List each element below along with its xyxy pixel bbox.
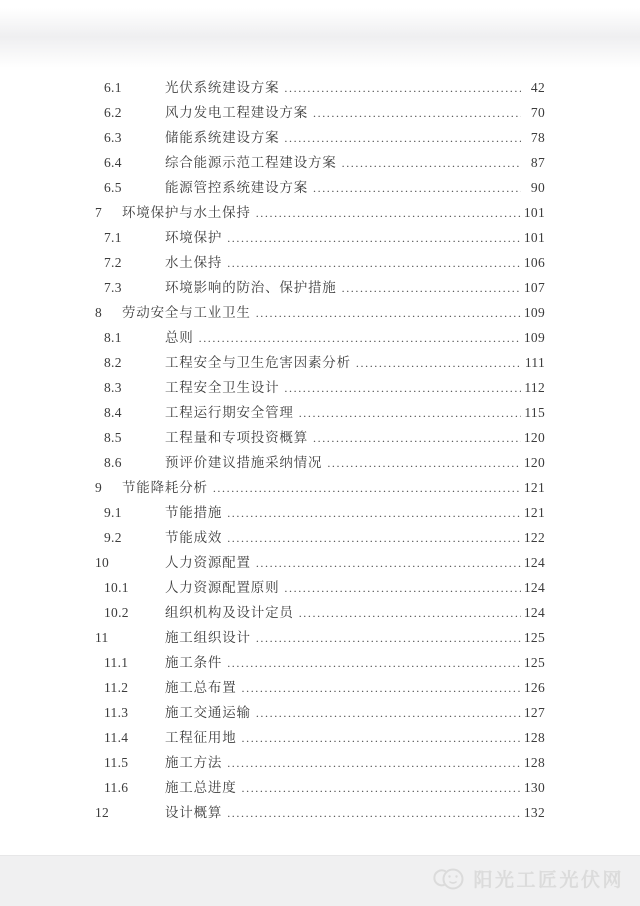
entry-number: 11 xyxy=(95,630,109,645)
entry-number: 11.3 xyxy=(104,705,129,720)
entry-page: 128 xyxy=(523,730,545,745)
entry-number: 11.5 xyxy=(104,755,129,770)
entry-page: 127 xyxy=(523,705,545,720)
entry-number: 12 xyxy=(95,805,110,820)
entry-page: 87 xyxy=(530,155,545,170)
footer-strip xyxy=(0,855,640,906)
toc-entry xyxy=(95,475,545,500)
entry-page: 125 xyxy=(523,630,545,645)
dot-leader xyxy=(227,250,521,276)
entry-number: 8.1 xyxy=(104,330,122,345)
dot-leader xyxy=(313,175,521,201)
entry-title: 预评价建议措施采纳情况 xyxy=(165,455,323,470)
entry-number: 8 xyxy=(95,305,103,320)
entry-title: 总则 xyxy=(165,330,194,345)
toc-entry xyxy=(104,600,545,625)
entry-title: 组织机构及设计定员 xyxy=(165,605,294,620)
entry-title: 施工总进度 xyxy=(165,780,237,795)
dot-leader xyxy=(327,450,521,476)
toc-entry xyxy=(104,725,545,750)
toc-entry xyxy=(104,350,545,375)
entry-title: 节能成效 xyxy=(165,530,223,545)
entry-page: 111 xyxy=(524,355,545,370)
entry-number: 6.4 xyxy=(104,155,122,170)
dot-leader xyxy=(284,575,520,601)
entry-number: 11.2 xyxy=(104,680,129,695)
toc-entry xyxy=(104,700,545,725)
entry-title: 施工交通运输 xyxy=(165,705,251,720)
entry-number: 6.2 xyxy=(104,105,122,120)
toc-entry xyxy=(104,650,545,675)
toc-entry xyxy=(104,275,545,300)
entry-number: 10 xyxy=(95,555,110,570)
toc-entry xyxy=(104,175,545,200)
dot-leader xyxy=(242,725,521,751)
toc-entry xyxy=(95,550,545,575)
entry-page: 109 xyxy=(523,330,545,345)
entry-page: 130 xyxy=(523,780,545,795)
entry-title: 环境保护与水土保持 xyxy=(122,205,251,220)
entry-number: 6.1 xyxy=(104,80,122,95)
entry-title: 工程征用地 xyxy=(165,730,237,745)
sun-craftsman-logo-icon xyxy=(432,864,466,892)
entry-page: 121 xyxy=(523,505,545,520)
entry-title: 风力发电工程建设方案 xyxy=(165,105,308,120)
entry-number: 6.5 xyxy=(104,180,122,195)
toc-entry xyxy=(104,250,545,275)
toc-list xyxy=(0,75,640,825)
toc-entry xyxy=(104,225,545,250)
dot-leader xyxy=(199,325,521,351)
entry-page: 101 xyxy=(523,230,545,245)
toc-entry xyxy=(104,525,545,550)
dot-leader xyxy=(356,350,521,376)
entry-title: 工程安全卫生设计 xyxy=(165,380,280,395)
table-of-contents xyxy=(0,75,640,825)
entry-title: 节能降耗分析 xyxy=(122,480,208,495)
dot-leader xyxy=(284,375,521,401)
toc-entry xyxy=(104,775,545,800)
toc-entry xyxy=(104,425,545,450)
entry-number: 9.1 xyxy=(104,505,122,520)
dot-leader xyxy=(342,150,521,176)
entry-page: 124 xyxy=(523,555,545,570)
toc-entry xyxy=(95,300,545,325)
dot-leader xyxy=(256,625,521,651)
dot-leader xyxy=(256,200,521,226)
dot-leader xyxy=(227,225,521,251)
toc-entry xyxy=(104,575,545,600)
entry-number: 7.2 xyxy=(104,255,122,270)
entry-page: 121 xyxy=(523,480,545,495)
dot-leader xyxy=(227,800,521,826)
entry-title: 储能系统建设方案 xyxy=(165,130,280,145)
entry-page: 122 xyxy=(523,530,545,545)
watermark-text: 阳光工匠光伏网 xyxy=(473,869,624,891)
entry-title: 工程运行期安全管理 xyxy=(165,405,294,420)
entry-number: 7 xyxy=(95,205,103,220)
entry-number: 8.6 xyxy=(104,455,122,470)
toc-entry xyxy=(104,400,545,425)
entry-number: 6.3 xyxy=(104,130,122,145)
watermark xyxy=(432,864,624,892)
entry-page: 126 xyxy=(523,680,545,695)
toc-entry xyxy=(104,125,545,150)
toc-entry xyxy=(104,375,545,400)
entry-title: 水土保持 xyxy=(165,255,223,270)
toc-entry xyxy=(104,100,545,125)
entry-page: 124 xyxy=(523,605,545,620)
entry-title: 施工总布置 xyxy=(165,680,237,695)
entry-page: 112 xyxy=(524,380,545,395)
entry-title: 光伏系统建设方案 xyxy=(165,80,280,95)
entry-number: 10.2 xyxy=(104,605,129,620)
entry-page: 128 xyxy=(523,755,545,770)
entry-page: 115 xyxy=(524,405,545,420)
page-top-shade xyxy=(0,8,640,68)
dot-leader xyxy=(227,750,521,776)
entry-title: 设计概算 xyxy=(165,805,223,820)
entry-title: 能源管控系统建设方案 xyxy=(165,180,308,195)
entry-number: 8.2 xyxy=(104,355,122,370)
entry-page: 78 xyxy=(530,130,545,145)
entry-page: 107 xyxy=(523,280,545,295)
dot-leader xyxy=(299,400,521,426)
entry-title: 人力资源配置原则 xyxy=(165,580,280,595)
entry-title: 工程量和专项投资概算 xyxy=(165,430,308,445)
toc-entry xyxy=(104,500,545,525)
entry-number: 11.4 xyxy=(104,730,129,745)
entry-number: 8.3 xyxy=(104,380,122,395)
toc-entry xyxy=(104,450,545,475)
dot-leader xyxy=(256,700,521,726)
entry-number: 11.1 xyxy=(104,655,129,670)
entry-title: 施工方法 xyxy=(165,755,223,770)
dot-leader xyxy=(313,100,521,126)
entry-page: 106 xyxy=(523,255,545,270)
entry-page: 125 xyxy=(523,655,545,670)
dot-leader xyxy=(256,550,521,576)
entry-title: 劳动安全与工业卫生 xyxy=(122,305,251,320)
entry-page: 70 xyxy=(530,105,545,120)
dot-leader xyxy=(299,600,521,626)
toc-entry xyxy=(104,150,545,175)
dot-leader xyxy=(342,275,521,301)
toc-entry xyxy=(95,200,545,225)
dot-leader xyxy=(227,500,521,526)
entry-page: 124 xyxy=(523,580,545,595)
entry-page: 109 xyxy=(523,305,545,320)
toc-entry xyxy=(104,750,545,775)
entry-title: 综合能源示范工程建设方案 xyxy=(165,155,337,170)
dot-leader xyxy=(256,300,521,326)
entry-number: 8.5 xyxy=(104,430,122,445)
dot-leader xyxy=(284,75,521,101)
entry-page: 132 xyxy=(523,805,545,820)
entry-page: 120 xyxy=(523,430,545,445)
entry-number: 7.3 xyxy=(104,280,122,295)
entry-title: 人力资源配置 xyxy=(165,555,251,570)
entry-title: 环境影响的防治、保护措施 xyxy=(165,280,337,295)
entry-number: 9.2 xyxy=(104,530,122,545)
entry-title: 工程安全与卫生危害因素分析 xyxy=(165,355,351,370)
dot-leader xyxy=(242,775,521,801)
entry-title: 节能措施 xyxy=(165,505,223,520)
toc-entry xyxy=(95,625,545,650)
entry-page: 101 xyxy=(523,205,545,220)
toc-entry xyxy=(104,675,545,700)
dot-leader xyxy=(227,650,521,676)
entry-number: 10.1 xyxy=(104,580,129,595)
entry-title: 施工条件 xyxy=(165,655,223,670)
dot-leader xyxy=(242,675,521,701)
toc-entry xyxy=(104,75,545,100)
entry-number: 11.6 xyxy=(104,780,129,795)
dot-leader xyxy=(213,475,521,501)
entry-page: 120 xyxy=(523,455,545,470)
dot-leader xyxy=(227,525,521,551)
entry-number: 9 xyxy=(95,480,103,495)
entry-title: 施工组织设计 xyxy=(165,630,251,645)
entry-title: 环境保护 xyxy=(165,230,223,245)
entry-number: 8.4 xyxy=(104,405,122,420)
toc-entry xyxy=(95,800,545,825)
entry-page: 42 xyxy=(530,80,545,95)
dot-leader xyxy=(313,425,521,451)
dot-leader xyxy=(284,125,521,151)
entry-number: 7.1 xyxy=(104,230,122,245)
toc-entry xyxy=(104,325,545,350)
entry-page: 90 xyxy=(530,180,545,195)
